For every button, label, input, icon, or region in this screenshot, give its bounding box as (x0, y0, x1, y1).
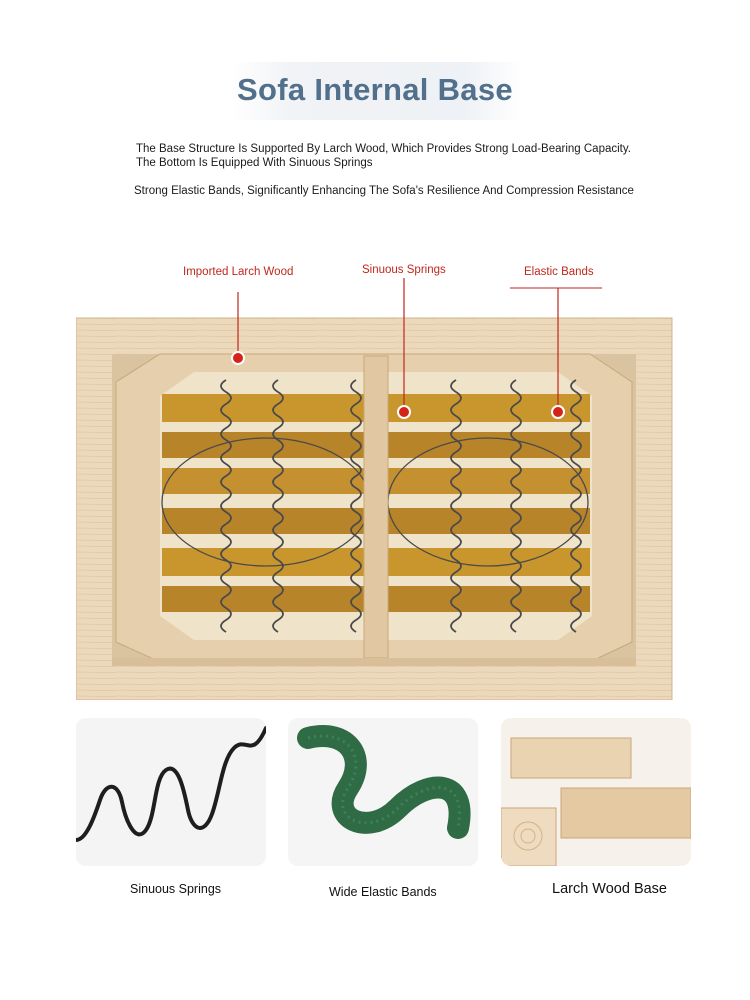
description-block (136, 142, 696, 170)
elastic-band-roll-icon (288, 718, 478, 866)
callout-sinuous-springs: Sinuous Springs (362, 264, 446, 276)
description-line-1: The Base Structure Is Supported By Larch Wood, Which Provides Strong Load-Bearing Capacity. (136, 143, 631, 155)
thumb-sinuous-springs (76, 718, 266, 866)
callout-larch-wood: Imported Larch Wood (183, 266, 294, 278)
spring-coil-icon (76, 718, 266, 866)
wood-beams-icon (501, 718, 691, 866)
caption-sinuous-springs: Sinuous Springs (130, 882, 222, 896)
caption-larch-wood-base: Larch Wood Base (552, 881, 667, 897)
page-title: Sofa Internal Base (237, 72, 513, 107)
caption-wide-elastic-bands: Wide Elastic Bands (329, 885, 437, 899)
description-line-2: The Bottom Is Equipped With Sinuous Springs (136, 157, 373, 169)
thumb-larch-wood (501, 718, 691, 866)
callout-elastic-bands: Elastic Bands (524, 266, 594, 278)
thumb-elastic-bands (288, 718, 478, 866)
description-line-3: Strong Elastic Bands, Significantly Enhancing The Sofa's Resilience And Compression Resistance (134, 185, 634, 197)
sofa-base-diagram (76, 262, 674, 700)
